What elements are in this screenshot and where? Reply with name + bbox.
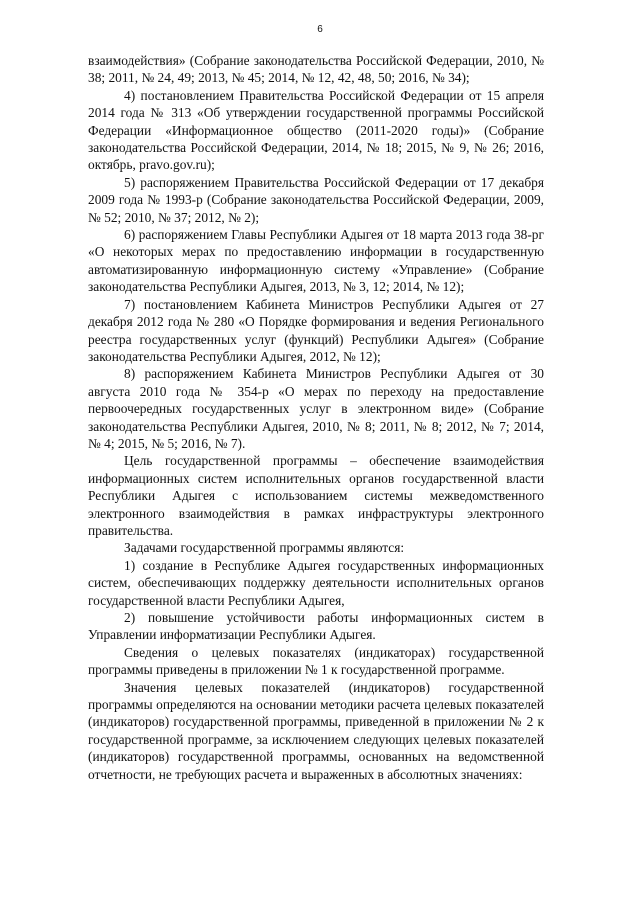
paragraph-indicators-values: Значения целевых показателей (индикаторов) государственной программы определяются на основании методики расчета целевых показателей (индикаторов) государственной программы, приведенной в приложении № 2 к государственной программе, за исключением следующих целевых показателей (индикаторов) государственной программы, основанных на ведомственной отчетности, не требующих расчета и выраженных в абсолютных значениях: [88, 679, 544, 782]
paragraph-item-7: 7) постановлением Кабинета Министров Республики Адыгея от 27 декабря 2012 года № 280 «О Порядке формирования и ведения Регионального реестра государственных услуг (функций) Республики Адыгея» (Собрание законодательства Республики Адыгея, 2012, № 12); [88, 296, 544, 364]
paragraph-indicators-info: Сведения о целевых показателях (индикаторах) государственной программы приведены в приложении № 1 к государственной программе. [88, 644, 544, 678]
paragraph-task-2: 2) повышение устойчивости работы информационных систем в Управлении информатизации Республики Адыгея. [88, 610, 544, 643]
paragraph-program-goal: Цель государственной программы – обеспечение взаимодействия информационных систем исполнительных органов государственной власти Республики Адыгея с использованием системы межведомственного электронного взаимодействия в рамках инфраструктуры электронного правительства. [88, 453, 544, 538]
paragraph-item-4: 4) постановлением Правительства Российской Федерации от 15 апреля 2014 года № 313 «Об утверждении государственной программы Российской Федерации «Информационное общество (2011-2020 годы)» (Собрание законодательства Российской Федерации, 2014, № 18; 2015, № 9, № 26; 2016, октябрь, pravo.gov.ru); [88, 87, 544, 173]
page-number: 6 [317, 24, 323, 35]
paragraph-task-1: 1) создание в Республике Адыгея государственных информационных систем, обеспечивающих поддержку деятельности исполнительных органов государственной власти Республики Адыгея, [88, 557, 544, 608]
paragraph-item-5: 5) распоряжением Правительства Российской Федерации от 17 декабря 2009 года № 1993-р (Собрание законодательства Российской Федерации, 2009, № 52; 2010, № 37; 2012, № 2); [88, 174, 544, 225]
document-body [88, 52, 544, 783]
paragraph-continuation: взаимодействия» (Собрание законодательства Российской Федерации, 2010, № 38; 2011, № 24, 49; 2013, № 45; 2014, № 12, 42, 48, 50; 2016, № 34); [88, 53, 544, 86]
paragraph-tasks-intro: Задачами государственной программы являются: [124, 540, 405, 556]
paragraph-item-8: 8) распоряжением Кабинета Министров Республики Адыгея от 30 августа 2010 года № 354-р «О мерах по переходу на предоставление первоочередных государственных услуг в электронном виде» (Собрание законодательства Республики Адыгея, 2010, № 8; 2011, № 8; 2012, № 7; 2014, № 4; 2015, № 5; 2016, № 7). [88, 366, 544, 451]
paragraph-item-6: 6) распоряжением Главы Республики Адыгея от 18 марта 2013 года 38-рг «О некоторых мерах по предоставлению информации в государственную автоматизированную информационную систему «Управление» (Собрание законодательства Республики Адыгея, 2013, № 3, 12; 2014, № 12); [88, 227, 544, 295]
